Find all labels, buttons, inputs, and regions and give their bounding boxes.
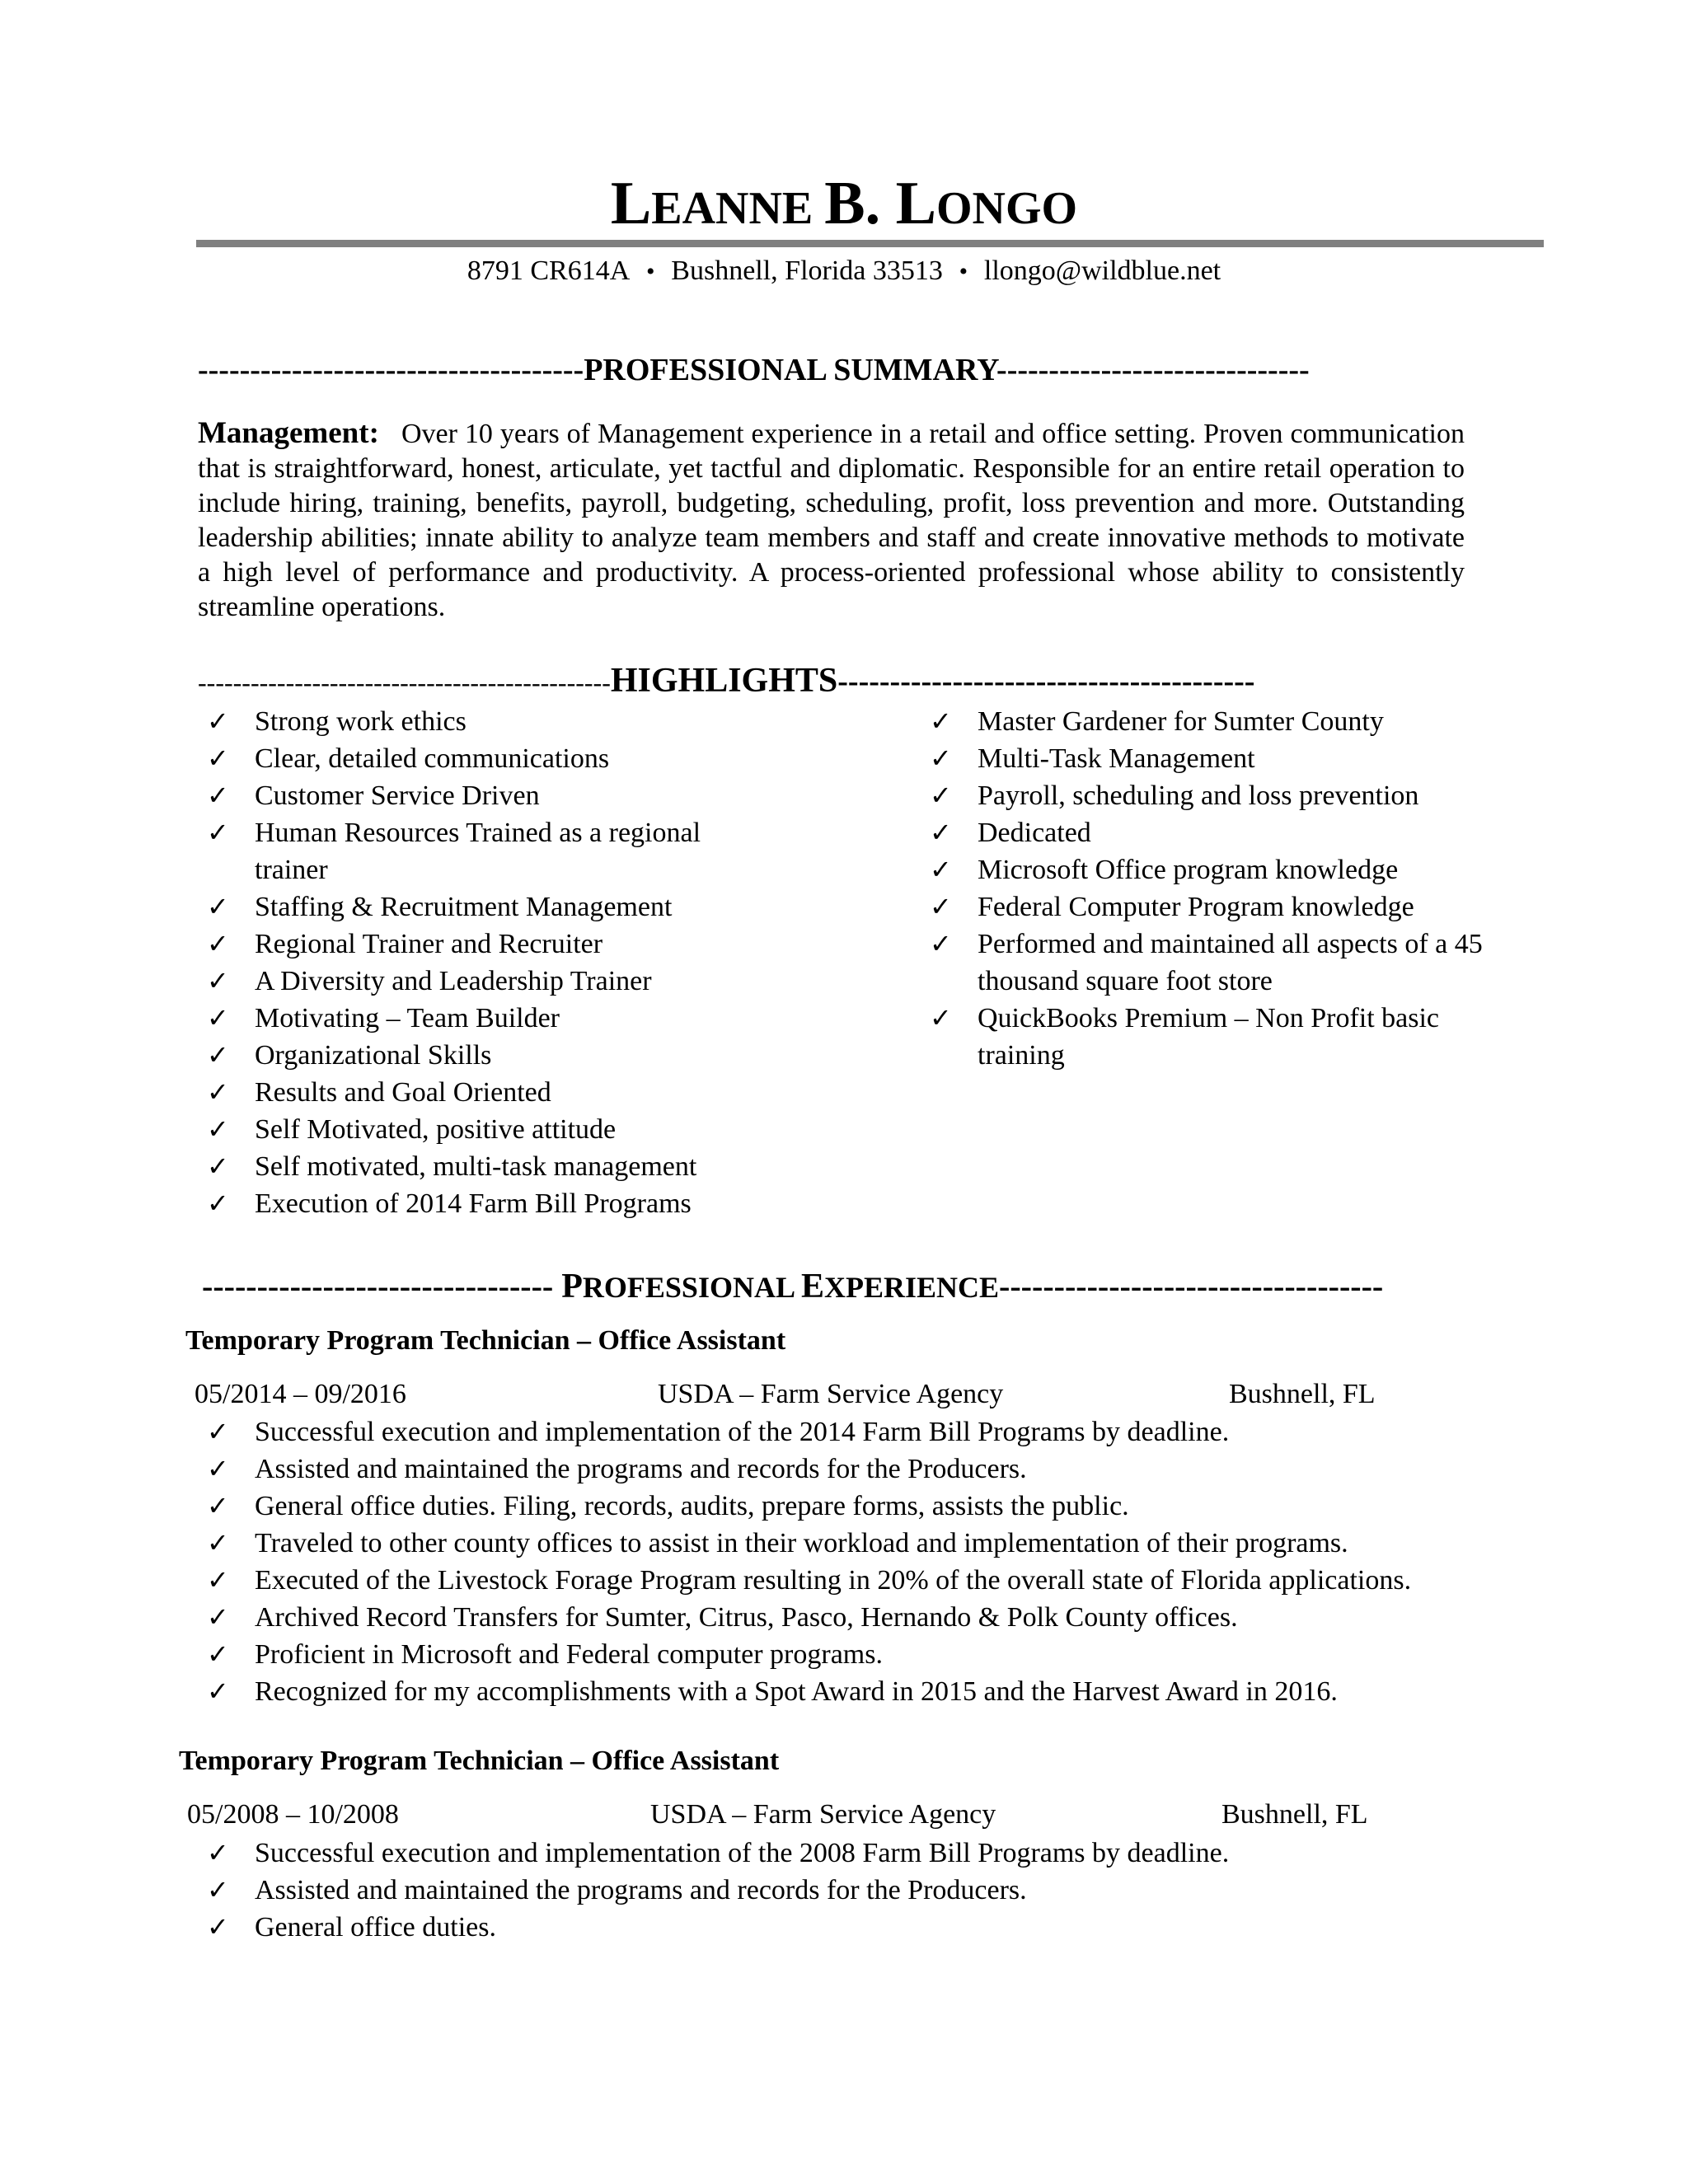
list-item — [199, 814, 776, 888]
job-dates: 05/2008 – 10/2008 — [187, 1799, 399, 1830]
list-item-text: Customer Service Driven — [255, 780, 540, 811]
list-item — [921, 777, 1507, 814]
list-item — [199, 703, 776, 740]
list-item — [199, 777, 776, 814]
list-item — [921, 814, 1507, 851]
checkmark-icon: ✓ — [207, 1837, 229, 1868]
checkmark-icon: ✓ — [930, 854, 952, 885]
list-item-text: Master Gardener for Sumter County — [978, 706, 1384, 737]
job-title: Temporary Program Technician – Office Assistant — [179, 1746, 780, 1776]
name-part: ONGO — [935, 183, 1078, 234]
contact-city: Bushnell, Florida 33513 — [671, 255, 943, 286]
list-item — [921, 851, 1507, 888]
list-item-text: Performed and maintained all aspects of a 45 thousand square foot store — [978, 929, 1483, 996]
list-item-text: General office duties. — [255, 1912, 496, 1943]
job-dates: 05/2014 – 09/2016 — [195, 1379, 406, 1409]
job-location: Bushnell, FL — [1221, 1799, 1368, 1830]
list-item-text: Assisted and maintained the programs and records for the Producers. — [255, 1454, 1027, 1484]
list-item-text: Recognized for my accomplishments with a Spot Award in 2015 and the Harvest Award in 2016. — [255, 1676, 1338, 1707]
experience-title-part: P — [561, 1269, 583, 1304]
checkmark-icon: ✓ — [930, 780, 952, 811]
list-item — [199, 926, 776, 963]
list-item-text: Results and Goal Oriented — [255, 1077, 551, 1108]
list-item-text: A Diversity and Leadership Trainer — [255, 966, 652, 996]
experience-title-part: E — [800, 1269, 824, 1304]
list-item-text: Federal Computer Program knowledge — [978, 892, 1414, 922]
checkmark-icon: ✓ — [207, 1527, 229, 1558]
checkmark-icon: ✓ — [930, 928, 952, 959]
experience-heading — [202, 1269, 1479, 1304]
list-item-text: Self motivated, multi-task management — [255, 1151, 697, 1182]
checkmark-icon: ✓ — [207, 1039, 229, 1071]
checkmark-icon: ✓ — [930, 743, 952, 774]
job-duties-list — [199, 1835, 1517, 1946]
experience-title-part: ROFESSIONAL — [582, 1271, 801, 1304]
list-item — [199, 1872, 1517, 1909]
checkmark-icon: ✓ — [207, 780, 229, 811]
list-item — [199, 1909, 1517, 1946]
highlights-right-list — [921, 703, 1507, 1074]
checkmark-icon: ✓ — [207, 1601, 229, 1633]
list-item-text: Dedicated — [978, 818, 1091, 848]
checkmark-icon: ✓ — [207, 1911, 229, 1943]
heading-dashes: ----------------------------------------------- — [198, 668, 611, 697]
list-item — [921, 926, 1507, 1000]
list-item — [921, 1000, 1507, 1074]
list-item-text: Self Motivated, positive attitude — [255, 1114, 617, 1145]
job-duties-list — [199, 1413, 1517, 1710]
list-item-text: Multi-Task Management — [978, 743, 1255, 774]
checkmark-icon: ✓ — [930, 705, 952, 737]
list-item-text: Human Resources Trained as a regional trainer — [255, 818, 701, 885]
list-item — [199, 1000, 776, 1037]
list-item — [199, 1451, 1517, 1488]
name-part: L — [895, 170, 936, 237]
list-item-text: Staffing & Recruitment Management — [255, 892, 673, 922]
checkmark-icon: ✓ — [207, 743, 229, 774]
checkmark-icon: ✓ — [207, 1564, 229, 1596]
list-item — [199, 1562, 1517, 1599]
list-item — [199, 1111, 776, 1148]
checkmark-icon: ✓ — [207, 1188, 229, 1219]
list-item — [199, 1488, 1517, 1525]
highlights-left-list — [199, 703, 776, 1222]
checkmark-icon: ✓ — [207, 1675, 229, 1707]
list-item-text: Motivating – Team Builder — [255, 1003, 560, 1033]
heading-dashes: -------------------------------- — [202, 1269, 562, 1304]
summary-paragraph — [198, 416, 1465, 625]
checkmark-icon: ✓ — [207, 1416, 229, 1447]
name-part: L — [610, 170, 652, 237]
list-item-text: Executed of the Livestock Forage Program resulting in 20% of the overall state of Florida applications. — [255, 1565, 1412, 1596]
resume-name — [0, 170, 1688, 237]
list-item — [921, 888, 1507, 926]
list-item-text: Regional Trainer and Recruiter — [255, 929, 603, 959]
heading-dashes: ---------------------------------------- — [837, 664, 1255, 698]
list-item — [199, 1525, 1517, 1562]
checkmark-icon: ✓ — [207, 928, 229, 959]
bullet-separator: • — [959, 258, 968, 285]
job-title: Temporary Program Technician – Office Assistant — [185, 1325, 786, 1356]
checkmark-icon: ✓ — [207, 1490, 229, 1521]
list-item — [199, 1148, 776, 1185]
summary-heading: -------------------------------------PROFESSIONAL SUMMARY------------------------------ — [198, 354, 1310, 386]
checkmark-icon: ✓ — [207, 891, 229, 922]
list-item — [199, 1673, 1517, 1710]
checkmark-icon: ✓ — [207, 965, 229, 996]
list-item — [921, 740, 1507, 777]
checkmark-icon: ✓ — [930, 817, 952, 848]
highlights-heading — [198, 663, 1459, 698]
summary-label: Management: — [198, 416, 379, 450]
list-item — [199, 1037, 776, 1074]
list-item-text: Strong work ethics — [255, 706, 467, 737]
checkmark-icon: ✓ — [207, 1002, 229, 1033]
name-part: EANNE — [651, 183, 825, 234]
highlights-title: HIGHLIGHTS — [610, 663, 838, 698]
checkmark-icon: ✓ — [207, 705, 229, 737]
checkmark-icon: ✓ — [207, 1113, 229, 1145]
heading-dashes: ----------------------------------- — [999, 1269, 1384, 1304]
checkmark-icon: ✓ — [207, 817, 229, 848]
list-item-text: QuickBooks Premium – Non Profit basic training — [978, 1003, 1440, 1071]
list-item-text: Successful execution and implementation of the 2014 Farm Bill Programs by deadline. — [255, 1417, 1230, 1447]
checkmark-icon: ✓ — [930, 1002, 952, 1033]
list-item — [199, 1185, 776, 1222]
list-item — [199, 1636, 1517, 1673]
list-item-text: Payroll, scheduling and loss prevention — [978, 780, 1419, 811]
summary-body: Over 10 years of Management experience in a retail and office setting. Proven communication that is straightforward, honest, articulate, yet tactful and diplomatic. Responsible for an entire retail operation to include hiring, training, benefits, payroll, budgeting, scheduling, profit, loss prevention and more. Outstanding leadership abilities; innate ability to analyze team members and staff and create innovative methods to motivate a high level of performance and productivity. A process-oriented professional whose ability to consistently streamline operations. — [198, 419, 1465, 622]
checkmark-icon: ✓ — [930, 891, 952, 922]
header-divider — [196, 240, 1544, 247]
list-item — [199, 1074, 776, 1111]
job-location: Bushnell, FL — [1229, 1379, 1376, 1409]
job-meta — [187, 1799, 1423, 1836]
list-item — [199, 963, 776, 1000]
bullet-separator: • — [646, 258, 655, 285]
list-item-text: Proficient in Microsoft and Federal computer programs. — [255, 1639, 883, 1670]
list-item — [199, 888, 776, 926]
list-item-text: Traveled to other county offices to assist in their workload and implementation of their programs. — [255, 1528, 1348, 1558]
list-item-text: Assisted and maintained the programs and records for the Producers. — [255, 1875, 1027, 1905]
list-item — [921, 703, 1507, 740]
name-part: B. — [824, 170, 896, 237]
checkmark-icon: ✓ — [207, 1076, 229, 1108]
list-item-text: Organizational Skills — [255, 1040, 492, 1071]
contact-email[interactable]: llongo@wildblue.net — [983, 255, 1221, 286]
checkmark-icon: ✓ — [207, 1638, 229, 1670]
list-item-text: Clear, detailed communications — [255, 743, 610, 774]
list-item — [199, 1835, 1517, 1872]
experience-title-part: XPERIENCE — [824, 1271, 1000, 1304]
checkmark-icon: ✓ — [207, 1151, 229, 1182]
list-item-text: Microsoft Office program knowledge — [978, 855, 1399, 885]
job-meta — [195, 1379, 1431, 1416]
list-item-text: Successful execution and implementation of the 2008 Farm Bill Programs by deadline. — [255, 1838, 1230, 1868]
list-item — [199, 1413, 1517, 1451]
checkmark-icon: ✓ — [207, 1453, 229, 1484]
list-item-text: Archived Record Transfers for Sumter, Citrus, Pasco, Hernando & Polk County offices. — [255, 1602, 1238, 1633]
list-item-text: General office duties. Filing, records, audits, prepare forms, assists the public. — [255, 1491, 1129, 1521]
job-organization: USDA – Farm Service Agency — [650, 1799, 996, 1830]
job-organization: USDA – Farm Service Agency — [658, 1379, 1004, 1409]
list-item-text: Execution of 2014 Farm Bill Programs — [255, 1188, 692, 1219]
contact-address: 8791 CR614A — [467, 255, 631, 286]
contact-line — [0, 255, 1688, 287]
list-item — [199, 1599, 1517, 1636]
checkmark-icon: ✓ — [207, 1874, 229, 1905]
list-item — [199, 740, 776, 777]
